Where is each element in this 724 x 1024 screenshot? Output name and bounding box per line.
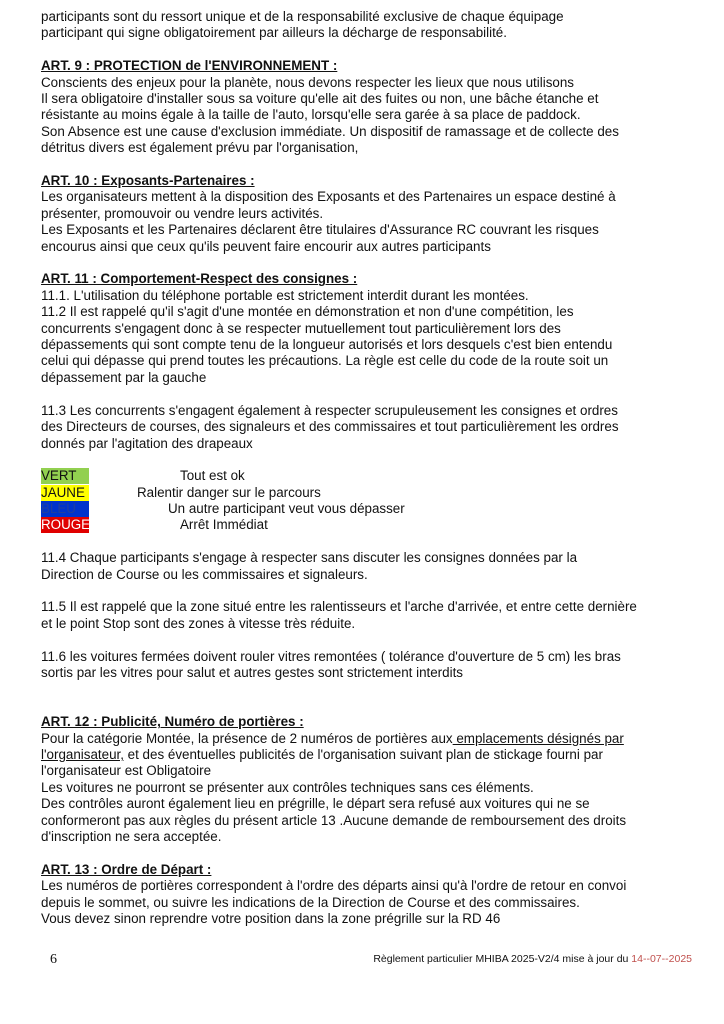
text-line: depuis le sommet, ou suivre les indications de la Direction de Course et des commissaires. — [41, 894, 580, 910]
text-segment-underlined: l'organisateur, — [41, 747, 124, 763]
text-line: Des contrôles auront également lieu en prégrille, le départ sera refusé aux voitures qui ne se — [41, 796, 590, 812]
article-10 — [41, 173, 695, 255]
text-line: sortis par les vitres pour salut et autres gestes sont strictement interdits — [41, 665, 463, 681]
text-line: Direction de Course ou les commissaires et signaleurs. — [41, 566, 368, 582]
article-10-title: ART. 10 : Exposants-Partenaires : — [41, 173, 255, 189]
text-line: Les Exposants et les Partenaires déclarent être titulaires d'Assurance RC couvrant les risques — [41, 222, 599, 238]
text-line: d'inscription ne sera acceptée. — [41, 829, 222, 845]
flag-row-rouge — [41, 517, 695, 533]
text-line: concurrents s'engagent donc à se respecter mutuellement tout particulièrement lors des — [41, 320, 561, 336]
text-line: celui qui dépasse qui prend toutes les précautions. La règle est celle du code de la route soit un — [41, 353, 609, 369]
text-line: 11.5 Il est rappelé que la zone situé entre les ralentisseurs et l'arche d'arrivée, et entre cette dernière — [41, 599, 637, 615]
document-reference — [373, 953, 692, 965]
text-line: conformeront pas aux règles du présent article 13 .Aucune demande de remboursement des droits — [41, 812, 627, 828]
article-9-title: ART. 9 : PROTECTION de l'ENVIRONNEMENT : — [41, 58, 338, 74]
text-line: Les numéros de portières correspondent à l'ordre des départs ainsi qu'à l'ordre de retour en convoi — [41, 878, 627, 894]
article-13-title: ART. 13 : Ordre de Départ : — [41, 861, 212, 877]
flag-row-vert — [41, 468, 695, 484]
text-line: encourus ainsi que ceux qu'ils peuvent faire encourir aux autres participants — [41, 238, 491, 254]
page-content — [41, 9, 695, 928]
flag-description: Ralentir danger sur le parcours — [137, 484, 321, 500]
text-line: 11.3 Les concurrents s'engagent également à respecter scrupuleusement les consignes et ordres — [41, 402, 618, 418]
text-line: 11.6 les voitures fermées doivent rouler vitres remontées ( tolérance d'ouverture de 5 cm) les bras — [41, 648, 621, 664]
text-line: Les voitures ne pourront se présenter aux contrôles techniques sans ces éléments. — [41, 779, 534, 795]
update-date: 14--07--2025 — [631, 953, 692, 965]
text-line: Vous devez sinon reprendre votre position dans la zone prégrille sur la RD 46 — [41, 911, 501, 927]
text-line: l'organisateur est Obligatoire — [41, 763, 212, 779]
text-line: participants sont du ressort unique et de la responsabilité exclusive de chaque équipage — [41, 9, 564, 24]
text-line: 11.4 Chaque participants s'engage à respecter sans discuter les consignes données par la — [41, 550, 578, 566]
text-line: détritus divers est également prévu par l'organisation, — [41, 140, 359, 156]
article-11 — [41, 271, 695, 681]
flag-legend — [41, 468, 695, 534]
text-line: et le point Stop sont des zones à vitesse très réduite. — [41, 615, 356, 631]
flag-row-bleu — [41, 501, 695, 517]
text-line: 11.2 Il est rappelé qu'il s'agit d'une montée en démonstration et non d'une compétition, les — [41, 304, 574, 320]
text-segment: Pour la catégorie Montée, la présence de 2 numéros de portières aux — [41, 730, 453, 746]
page-number: 6 — [50, 952, 57, 967]
intro-section — [41, 9, 695, 42]
article-11-title: ART. 11 : Comportement-Respect des consignes : — [41, 271, 358, 287]
text-line: dépassement par la gauche — [41, 369, 207, 385]
page-footer — [0, 952, 724, 972]
text-segment-underlined: emplacements désignés par — [452, 730, 624, 746]
flag-description: Arrêt Immédiat — [180, 517, 268, 533]
text-line: donnés par l'agitation des drapeaux — [41, 435, 253, 451]
text-line: Conscients des enjeux pour la planète, nous devons respecter les lieux que nous utilisons — [41, 74, 574, 90]
text-line — [41, 731, 695, 747]
article-13 — [41, 862, 695, 928]
text-line — [41, 747, 695, 763]
flag-color-label: BLEU — [41, 501, 89, 517]
article-12-title: ART. 12 : Publicité, Numéro de portières : — [41, 714, 304, 730]
flag-row-jaune — [41, 485, 695, 501]
text-line: dépassements qui sont compte tenu de la longueur autorisés et lors desquels c'est bien entendu — [41, 337, 613, 353]
flag-color-label: VERT — [41, 468, 89, 484]
text-segment: et des éventuelles publicités de l'organisation suivant plan de stickage fourni par — [123, 747, 603, 763]
flag-description: Tout est ok — [180, 468, 245, 484]
text-line: 11.1. L'utilisation du téléphone portable est strictement interdit durant les montées. — [41, 287, 529, 303]
document-reference-text: Règlement particulier MHIBA 2025-V2/4 mise à jour du — [373, 953, 632, 965]
flag-color-label: JAUNE — [41, 485, 89, 501]
text-line: des Directeurs de courses, des signaleurs et des commissaires et tout particulièrement les ordres — [41, 419, 619, 435]
article-9 — [41, 58, 695, 156]
text-line: présenter, promouvoir ou vendre leurs activités. — [41, 205, 324, 221]
flag-description: Un autre participant veut vous dépasser — [168, 501, 405, 517]
flag-color-label: ROUGE — [41, 517, 91, 533]
text-line: Il sera obligatoire d'installer sous sa voiture qu'elle ait des fuites ou non, une bâche étanche et — [41, 91, 599, 107]
article-12 — [41, 714, 695, 845]
text-line: Les organisateurs mettent à la disposition des Exposants et des Partenaires un espace destiné à — [41, 189, 616, 205]
text-line: Son Absence est une cause d'exclusion immédiate. Un dispositif de ramassage et de collecte des — [41, 123, 619, 139]
text-line: résistante au moins égale à la taille de l'auto, lorsqu'elle sera garée à sa place de paddock. — [41, 107, 581, 123]
text-line: participant qui signe obligatoirement par ailleurs la décharge de responsabilité. — [41, 25, 507, 41]
